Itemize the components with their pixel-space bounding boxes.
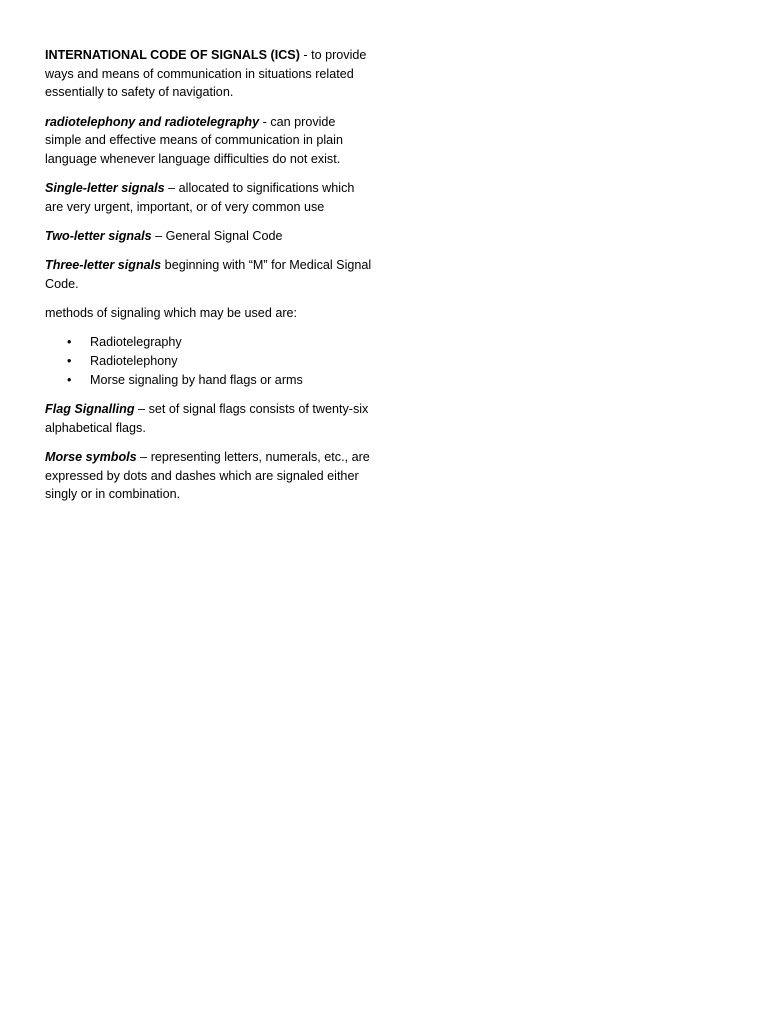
paragraph-morse — [45, 448, 375, 504]
term-flag: Flag Signalling — [45, 402, 135, 417]
definition-two-letter: – General Signal Code — [151, 229, 283, 244]
term-three-letter: Three-letter signals — [45, 258, 162, 273]
bullet-glyph: • — [67, 335, 72, 350]
term-radio: radiotelephony and radiotelegraphy — [45, 114, 260, 129]
definition-flag: – set of signal flags consists of twenty-six alphabetical flags. — [45, 402, 369, 435]
paragraph-single-letter — [45, 179, 375, 216]
document-page — [45, 46, 375, 515]
list-item — [45, 352, 375, 371]
list-item — [45, 333, 375, 352]
list-item-text: Radiotelephony — [90, 354, 178, 369]
definition-ics: - to provide ways and means of communication in situations related essentially to safety of navigation. — [45, 48, 367, 100]
paragraph-flag — [45, 400, 375, 437]
list-item — [45, 371, 375, 390]
definition-single-letter: – allocated to significations which are very urgent, important, or of very common use — [45, 181, 355, 214]
paragraph-methods-intro: methods of signaling which may be used are: — [45, 306, 298, 321]
term-two-letter: Two-letter signals — [45, 229, 152, 244]
definition-morse: – representing letters, numerals, etc., are expressed by dots and dashes which are signaled either singly or in combination. — [45, 449, 370, 502]
paragraph-ics — [45, 46, 375, 102]
list-item-text: Radiotelegraphy — [90, 335, 182, 350]
definition-three-letter: beginning with “M” for Medical Signal Code. — [45, 258, 372, 292]
paragraph-radio — [45, 113, 375, 169]
bullet-glyph: • — [67, 354, 72, 369]
paragraph-three-letter — [45, 256, 375, 293]
term-morse: Morse symbols — [45, 449, 137, 464]
paragraph-two-letter — [45, 227, 375, 246]
term-single-letter: Single-letter signals — [45, 181, 165, 196]
methods-list — [45, 333, 375, 389]
term-ics: INTERNATIONAL CODE OF SIGNALS (ICS) — [45, 48, 300, 62]
definition-radio: - can provide simple and effective means of communication in plain language whenever language difficulties do not exist. — [45, 114, 343, 167]
bullet-glyph: • — [67, 372, 72, 387]
list-item-text: Morse signaling by hand flags or arms — [90, 372, 303, 387]
